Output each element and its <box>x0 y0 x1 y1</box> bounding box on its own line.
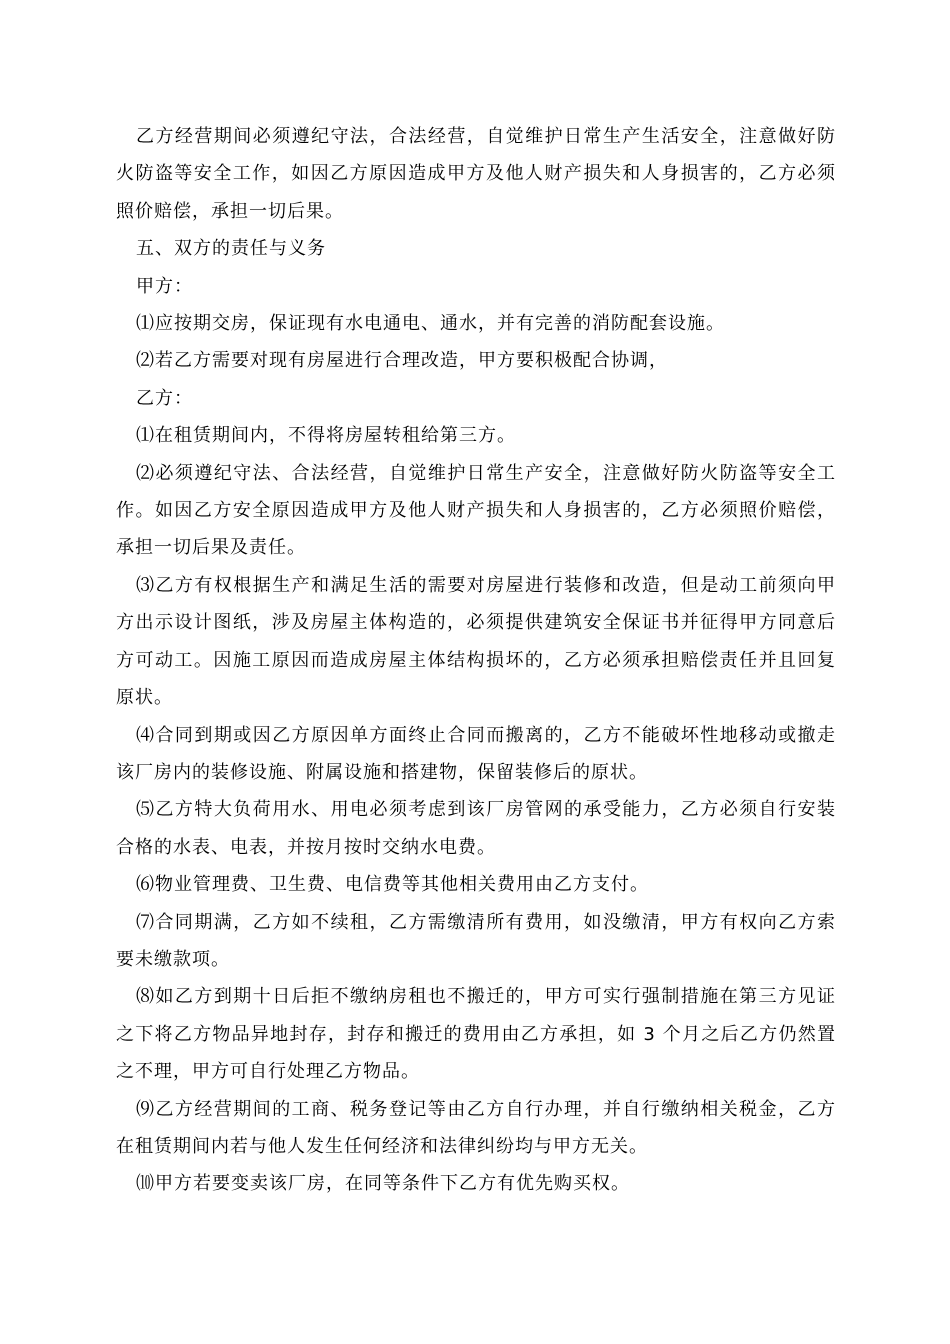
party-b-clause-4: ⑷合同到期或因乙方原因单方面终止合同而搬离的，乙方不能破坏性地移动或撤走该厂房内的装修设施、附属设施和搭建物，保留装修后的原状。 <box>116 724 836 783</box>
party-b-clause-10: ⑽甲方若要变卖该厂房，在同等条件下乙方有优先购买权。 <box>136 1173 630 1195</box>
party-b-clause-9: ⑼乙方经营期间的工商、税务登记等由乙方自行办理，并自行缴纳相关税金，乙方在租赁期间内若与他人发生任何经济和法律纠纷均与甲方无关。 <box>116 1098 836 1157</box>
section-heading-responsibilities: 五、双方的责任与义务 <box>136 238 326 260</box>
party-b-clause-3: ⑶乙方有权根据生产和满足生活的需要对房屋进行装修和改造，但是动工前须向甲方出示设计图纸，涉及房屋主体构造的，必须提供建筑安全保证书并征得甲方同意后方可动工。因施工原因而造成房屋主体结构损坏的，乙方必须承担赔偿责任并且回复原状。 <box>116 574 836 709</box>
party-b-clause-5: ⑸乙方特大负荷用水、用电必须考虑到该厂房管网的承受能力，乙方必须自行安装合格的水表、电表，并按月按时交纳水电费。 <box>116 799 836 858</box>
party-b-clause-1: ⑴在租赁期间内，不得将房屋转租给第三方。 <box>136 425 516 447</box>
party-b-clause-6: ⑹物业管理费、卫生费、电信费等其他相关费用由乙方支付。 <box>136 874 649 896</box>
party-b-clause-7: ⑺合同期满，乙方如不续租，乙方需缴清所有费用，如没缴清，甲方有权向乙方索要未缴款项。 <box>116 911 836 970</box>
party-b-clause-2: ⑵必须遵纪守法、合法经营，自觉维护日常生产安全，注意做好防火防盗等安全工作。如因乙方安全原因造成甲方及他人财产损失和人身损害的，乙方必须照价赔偿，承担一切后果及责任。 <box>116 462 836 559</box>
party-a-clause-1: ⑴应按期交房，保证现有水电通电、通水，并有完善的消防配套设施。 <box>136 313 725 335</box>
party-a-clause-2: ⑵若乙方需要对现有房屋进行合理改造，甲方要积极配合协调， <box>136 350 668 372</box>
party-b-clause-8: ⑻如乙方到期十日后拒不缴纳房租也不搬迁的，甲方可实行强制措施在第三方见证之下将乙方物品异地封存，封存和搬迁的费用由乙方承担，如 3 个月之后乙方仍然置之不理，甲方可自行处理乙方物品。 <box>116 986 836 1083</box>
document-page <box>116 118 836 1203</box>
party-b-label: 乙方： <box>136 387 193 409</box>
paragraph-tenant-obligation: 乙方经营期间必须遵纪守法，合法经营，自觉维护日常生产生活安全，注意做好防火防盗等安全工作，如因乙方原因造成甲方及他人财产损失和人身损害的，乙方必须照价赔偿，承担一切后果。 <box>116 126 836 222</box>
party-a-label: 甲方： <box>136 275 193 297</box>
